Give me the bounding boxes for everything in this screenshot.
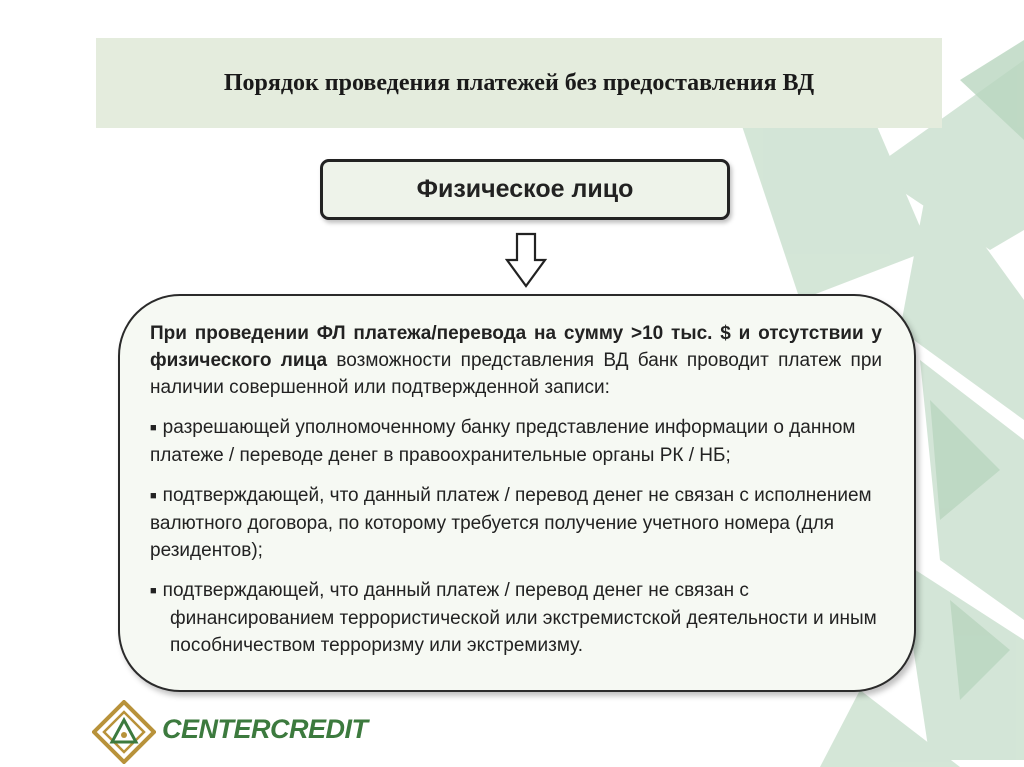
conditions-text [150, 320, 882, 672]
intro-paragraph [150, 320, 882, 401]
intro-rest-text: возможности представления ВД банк проводит платеж при наличии совершенной или подтвержденной записи: [150, 350, 882, 398]
bullet-marker-icon: ■ [150, 490, 157, 502]
centercredit-logo-icon [92, 700, 156, 764]
bullet-text: подтверждающей, что данный платеж / перевод денег не связан с финансированием террористической или экстремистской деятельности и иным пособничеством терроризму или экстремизму. [162, 580, 877, 656]
list-item [150, 482, 882, 564]
bullet-text: разрешающей уполномоченному банку представление информации о данном платеже / переводе денег в правоохранительные органы РК / НБ; [150, 417, 856, 466]
down-arrow-icon [505, 232, 547, 288]
brand-name: CENTERCREDIT [162, 714, 368, 744]
list-item [150, 577, 882, 659]
bullet-text: подтверждающей, что данный платеж / перевод денег не связан с исполнением валютного договора, по которому требуется получение учетного номера (для резидентов); [150, 485, 872, 561]
subject-label: Физическое лицо [416, 175, 634, 203]
intro-bold-text: При проведении ФЛ платежа/перевода на сумму >10 тыс. $ и отсутствии у физического лица [150, 323, 882, 371]
title-banner [96, 38, 942, 128]
list-item [150, 414, 882, 469]
bullet-marker-icon: ■ [150, 585, 157, 597]
subject-box [320, 159, 730, 220]
slide-title: Порядок проведения платежей без предоставления ВД [223, 69, 815, 96]
bullet-marker-icon: ■ [150, 422, 157, 434]
